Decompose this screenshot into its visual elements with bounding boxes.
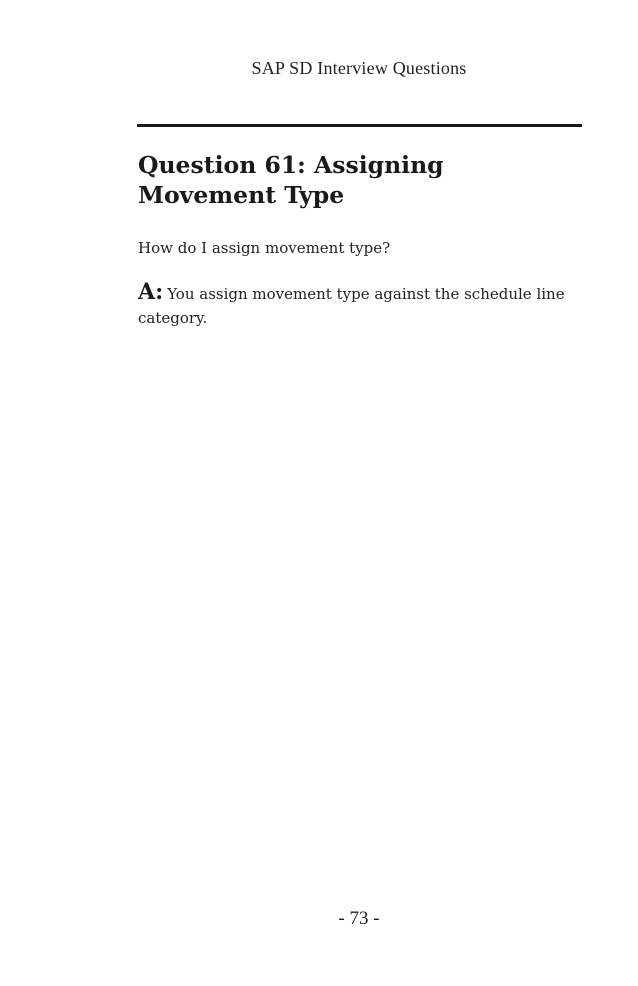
question-text: How do I assign movement type? xyxy=(138,239,391,257)
header-divider xyxy=(137,124,582,127)
answer-paragraph xyxy=(138,280,586,330)
answer-label: A: xyxy=(138,279,164,305)
question-title: Question 61: Assigning Movement Type xyxy=(138,151,444,209)
running-header: SAP SD Interview Questions xyxy=(251,58,467,78)
answer-text: You assign movement type against the schedule line category. xyxy=(138,285,565,327)
page-number: - 73 - xyxy=(338,908,380,929)
